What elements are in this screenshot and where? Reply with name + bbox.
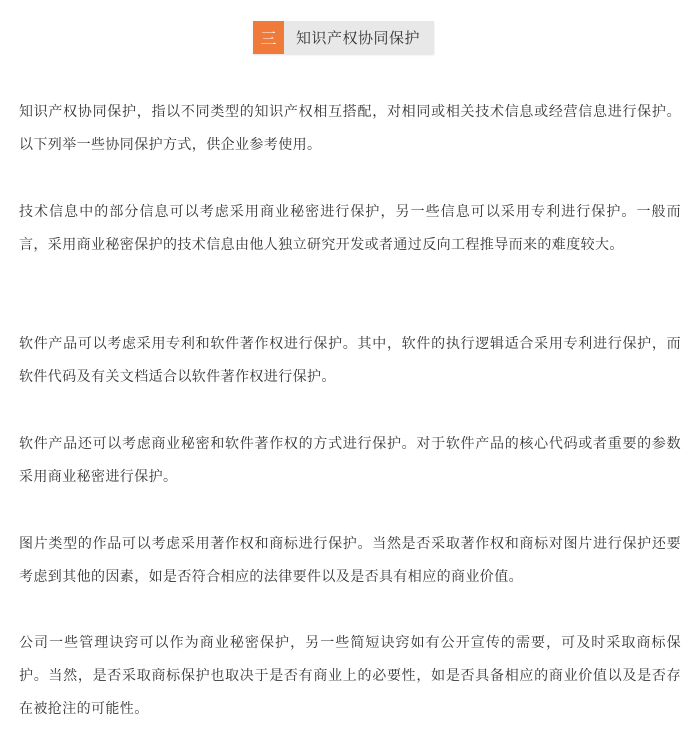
paragraph-intro: 知识产权协同保护，指以不同类型的知识产权相互搭配，对相同或相关技术信息或经营信息进行保护。以下列举一些协同保护方式，供企业参考使用。 xyxy=(19,104,681,153)
section-title: 知识产权协同保护 xyxy=(284,21,434,54)
section-number-badge: 三 xyxy=(253,21,284,54)
paragraph-images: 图片类型的作品可以考虑采用著作权和商标进行保护。当然是否采取著作权和商标对图片进行保护还要考虑到其他的因素，如是否符合相应的法律要件以及是否具有相应的商业价值。 xyxy=(19,536,681,585)
paragraph-technical-info: 技术信息中的部分信息可以考虑采用商业秘密进行保护，另一些信息可以采用专利进行保护。一般而言，采用商业秘密保护的技术信息由他人独立研究开发或者通过反向工程推导而来的难度较大。 xyxy=(19,204,681,253)
paragraph-software-secret: 软件产品还可以考虑商业秘密和软件著作权的方式进行保护。对于软件产品的核心代码或者重要的参数采用商业秘密进行保护。 xyxy=(19,436,681,485)
section-heading xyxy=(253,21,434,54)
paragraph-management: 公司一些管理诀窍可以作为商业秘密保护，另一些简短诀窍如有公开宣传的需要，可及时采取商标保护。当然，是否采取商标保护也取决于是否有商业上的必要性，如是否具备相应的商业价值以及是否存在被抢注的可能性。 xyxy=(19,635,681,717)
paragraph-software-patent: 软件产品可以考虑采用专利和软件著作权进行保护。其中，软件的执行逻辑适合采用专利进行保护，而软件代码及有关文档适合以软件著作权进行保护。 xyxy=(19,336,681,385)
